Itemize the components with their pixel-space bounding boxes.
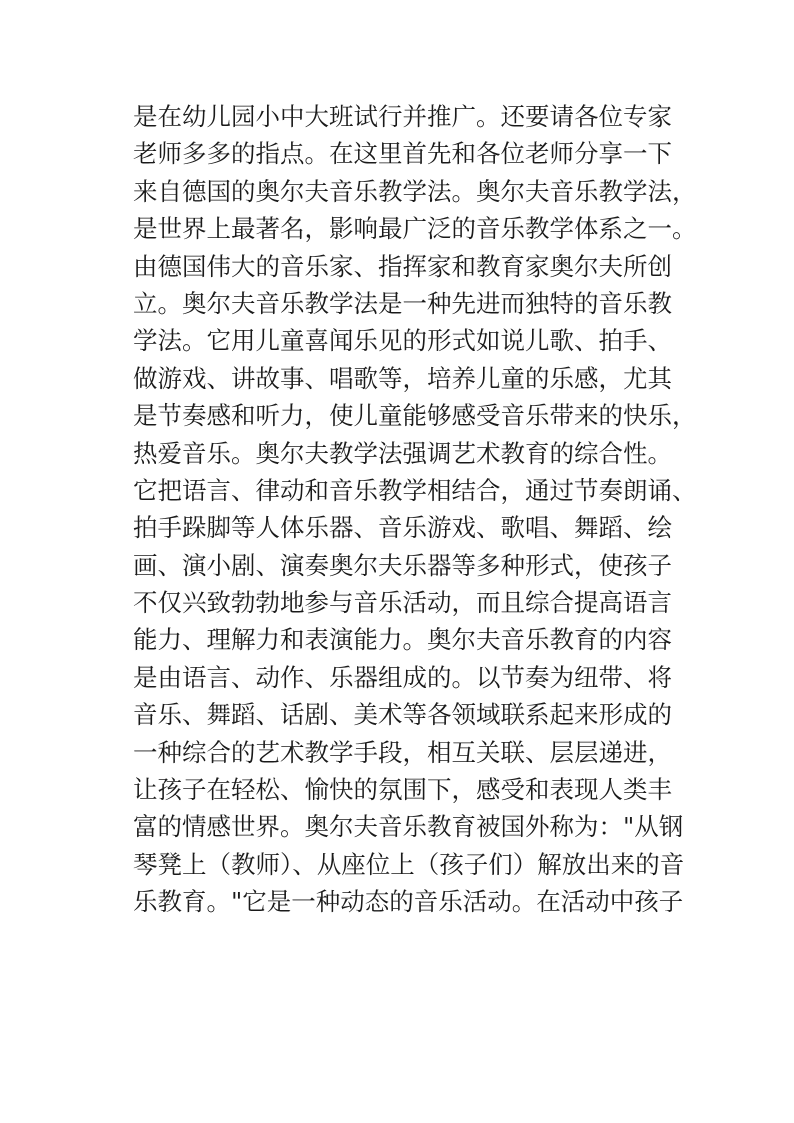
text-line: 热爱音乐。奥尔夫教学法强调艺术教育的综合性。 (133, 438, 672, 468)
text-line: 一种综合的艺术教学手段，相互关联、层层递进， (133, 737, 672, 767)
text-line: 立。奥尔夫音乐教学法是一种先进而独特的音乐教 (133, 288, 672, 318)
text-line: 是由语言、动作、乐器组成的。以节奏为纽带、将 (133, 662, 672, 692)
text-line: 学法。它用儿童喜闻乐见的形式如说儿歌、拍手、 (133, 326, 672, 356)
text-line: 是节奏感和听力，使儿童能够感受音乐带来的快乐， (133, 401, 697, 431)
text-line: 能力、理解力和表演能力。奥尔夫音乐教育的内容 (133, 625, 672, 655)
text-line: 由德国伟大的音乐家、指挥家和教育家奥尔夫所创 (133, 251, 672, 281)
text-line: 琴凳上（教师）、从座位上（孩子们）解放出来的音 (133, 849, 685, 879)
text-line: 音乐、舞蹈、话剧、美术等各领域联系起来形成的 (133, 700, 672, 730)
text-line: 不仅兴致勃勃地参与音乐活动，而且综合提高语言 (133, 588, 672, 618)
text-line: 做游戏、讲故事、唱歌等，培养儿童的乐感，尤其 (133, 363, 672, 393)
text-line: 富的情感世界。奥尔夫音乐教育被国外称为："从钢 (133, 812, 684, 842)
text-line: 让孩子在轻松、愉快的氛围下，感受和表现人类丰 (133, 775, 672, 805)
text-line: 拍手跺脚等人体乐器、音乐游戏、歌唱、舞蹈、绘 (133, 513, 672, 543)
body-paragraph (133, 98, 697, 921)
text-line: 乐教育。"它是一种动态的音乐活动。在活动中孩子 (133, 887, 684, 917)
text-line: 来自德国的奥尔夫音乐教学法。奥尔夫音乐教学法， (133, 176, 697, 206)
text-line: 画、演小剧、演奏奥尔夫乐器等多种形式，使孩子 (133, 550, 672, 580)
text-line: 老师多多的指点。在这里首先和各位老师分享一下 (133, 139, 672, 169)
text-line: 它把语言、律动和音乐教学相结合，通过节奏朗诵、 (133, 475, 697, 505)
text-line: 是世界上最著名，影响最广泛的音乐教学体系之一。 (133, 214, 697, 244)
text-line: 是在幼儿园小中大班试行并推广。还要请各位专家 (133, 102, 672, 131)
